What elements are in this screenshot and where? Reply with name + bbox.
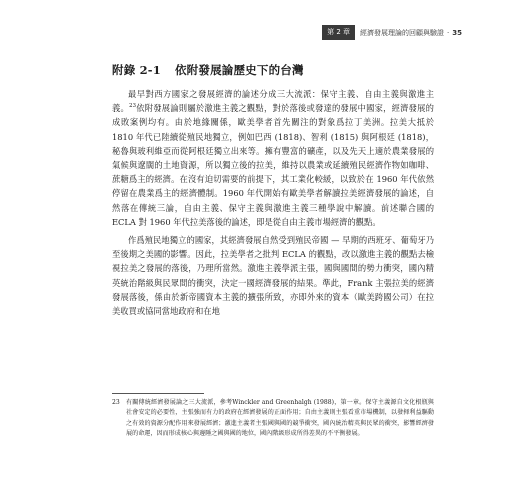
chapter-label: 第 2 章 [322, 25, 355, 40]
paragraph-2 [112, 233, 434, 318]
paragraph-1-text-a: 最早對西方國家之發展經濟的論述分成三大流派：保守主義、自由主義與激進主義。 [112, 89, 434, 114]
body-text [112, 87, 434, 318]
appendix-heading [112, 62, 452, 78]
appendix-number: 附錄 2-1 [112, 63, 161, 77]
appendix-title: 依附發展論歷史下的台灣 [174, 63, 304, 77]
running-separator: ‧ [447, 28, 450, 37]
footnote-divider [112, 393, 204, 394]
footnote-number: 23 [112, 399, 120, 406]
running-title: 經濟發展理論的回顧與驗證 [360, 28, 445, 37]
paragraph-1 [112, 87, 434, 229]
running-header [322, 25, 462, 40]
footnote-text: 有關傳統經濟發展論之三大流派，參考Winckler and Greenhalgh (1988)，第一章。保守主義源自文化根瓶與社會安定的必要性，主張強而有力的政府在經濟發展的正面作用；自由主義則主張看重市場機制，以發揮利益驅動之有效的資源分配作用來發展經濟；激進主義者主張國與國的競爭衝突，國內統治精英與民眾的衝突，影響經濟發展的命運，因而形成核心與邊陲之國與國的地位，國內階級形成所得差異的不平衡發展。 [126, 399, 434, 438]
paragraph-1-text-b: 依附發展論則屬於激進主義之觀點，對於落後或發達的發展中國家，經濟發展的成敗案例均有。由於地緣關係，歐美學者首先關注的對象爲拉丁美洲。拉美大抵於 1810 年代已陸續從殖民地獨立，例如巴西 (1818)、智利 (1815) 與阿根廷 (1818)，秘魯與玻利維亞而從阿根廷獨立出來等。擁有豐富的礦產，以及先天上適於農業發展的氣候與遼闊的土地資源，所以獨立後的拉美，維持以農業或延續殖民經濟作物如咖啡、蔗糖爲主的經濟。在沒有迫切需要的前提下，其工業化較緩，以致於在 1960 年代依然停留在農業爲主的經濟體制。1960 年代開始有歐美學者解讀拉美經濟發展的論述，自然落在傳統三論，自由主義、保守主義與激進主義三種學說中解讀。前述聯合國的 ECLA 對 1960 年代拉美落後的論述，即是從自由主義市場經濟的觀點。 [112, 103, 434, 227]
footnote-reference[interactable]: 23 [129, 103, 137, 110]
paragraph-2-text: 作爲殖民地獨立的國家，其經濟發展自然受到殖民帝國 — 早期的西班牙、葡萄牙乃至後期之美國的影響。因此，拉美學者之批判 ECLA 的觀點，改以激進主義的觀點去檢視拉美之發展的落後，乃理所當然。激進主義學派主張，國與國間的勢力衝突，國內精英統治階級與民眾間的衝突，決定一國經濟發展的結果。準此，Frank 主張拉美的經濟發展落後，係由於新帝國資本主義的擴張所致，亦即外來的資本（歐美跨國公司）在拉美收買或協同當地政府和在地 [112, 235, 434, 317]
footnote [112, 398, 434, 440]
page-number: 35 [452, 28, 462, 37]
